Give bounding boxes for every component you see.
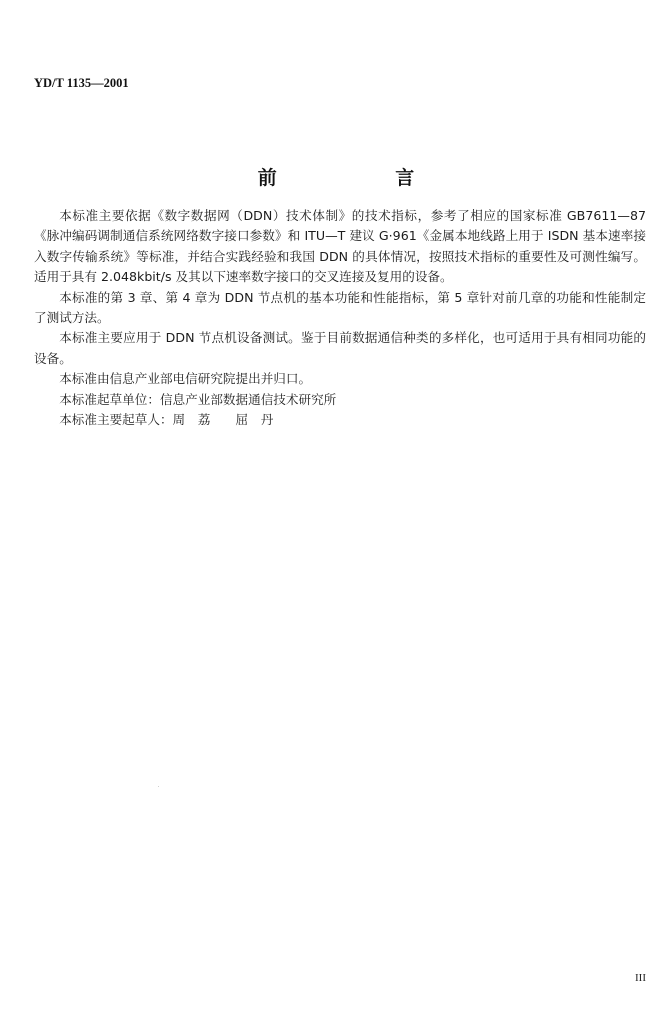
paragraph-proposer: 本标准由信息产业部电信研究院提出并归口。 xyxy=(59,371,312,387)
scan-speck xyxy=(158,786,159,787)
paragraph-drafting-unit: 本标准起草单位：信息产业部数据通信技术研究所 xyxy=(59,391,337,407)
paragraph-application: 本标准主要应用于 DDN 节点机设备测试。鉴于目前数据通信种类的多样化，也可适用于具有相同功能的设备。 xyxy=(34,330,646,366)
page-number: III xyxy=(635,972,646,984)
document-body xyxy=(34,206,646,430)
paragraph-drafters: 本标准主要起草人：周 荔 屈 丹 xyxy=(59,412,274,428)
paragraph-chapters: 本标准的第 3 章、第 4 章为 DDN 节点机的基本功能和性能指标，第 5 章针对前几章的功能和性能制定了测试方法。 xyxy=(34,289,646,326)
paragraph-basis: 本标准主要依据《数字数据网（DDN）技术体制》的技术指标，参考了相应的国家标准 GB7611—87《脉冲编码调制通信系统网络数字接口参数》和 ITU—T 建议 G·961《金属本地线路上用于 ISDN 基本速率接入数字传输系统》等标准，并结合实践经验和我国 DDN 的具体情况，按照技术指标的重要性及可测性编写。适用于具有 2.048kbit/s 及其以下速率数字接口的交叉连接及复用的设备。 xyxy=(34,208,646,285)
section-title: 前 言 xyxy=(257,167,471,189)
standard-code-header: YD/T 1135—2001 xyxy=(34,76,129,90)
